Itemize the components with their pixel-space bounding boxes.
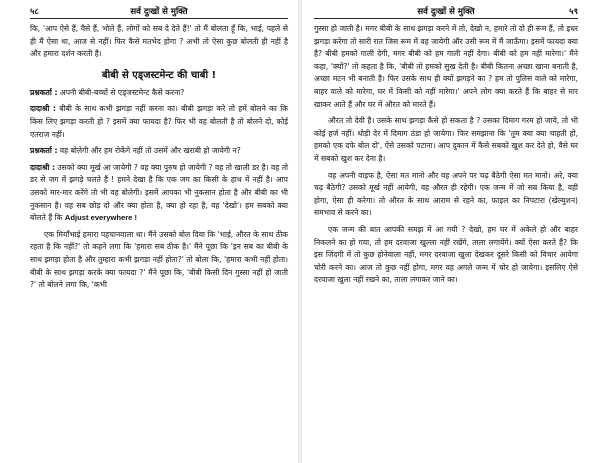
question-text: अपनी बीबी-बच्चों से एड्जस्टमेन्ट कैसे करना?	[59, 87, 185, 97]
right-page	[302, 0, 600, 463]
running-title: सर्व दुःखों से मुक्ति	[417, 7, 475, 17]
left-page	[0, 0, 298, 463]
paragraph-4: एक जन्म की बात आपकी समझ में आ गयी ? देखो, हम घर में अकेले हो और बाहर निकलने का हो गया, तो हम दरवाजा खुल्ला नहीं रखेंगे, ताला लगायेंगे। क्यों ऐसा करते हैं? कि इस जिंदगी में तो कुछ होनेवाला नहीं, मगर दरवाजा खुला देखकर दूसरे किसी को विचार आयेगा चोरी करने का। आज तो कुछ नहीं होगा, मगर वह अगले जन्म में चोर हो जायेगा। इसलिए ऐसे दरवाजा खुला नहीं रखने का, ताला लगाकर जाने का।	[314, 224, 578, 285]
page-number: ५८	[30, 7, 39, 17]
speaker-label: प्रश्नकर्ता :	[30, 146, 58, 156]
running-title: सर्व दुःखों से मुक्ति	[130, 7, 188, 17]
answer-text: उसको क्या मूर्ख आ जायेगी ? वह क्या पुरुष हो जायेगी ? वह तो खाली डर है। वह तो डर से जग में झगड़े चलते हैं ! हमने देखा है कि एक जग का किसी के हाथ में नहीं है। आप उसको मार-मार करेंगे तो भी वह बोलेगी। इसमें आपका भी नुकसान होता है और बीबी का भी नुकसान है। वह सब छोड़ दो और क्या होता है, क्या हो रहा है, वह 'देखो'। हम सबको क्या बोलते हैं कि	[30, 162, 288, 223]
answer-2	[30, 162, 288, 225]
question-text: वह बोलेगी और हम रोकेंगे नहीं तो उसमें और खराबी हो जायेगी न?	[59, 146, 241, 156]
page-number: ५९	[569, 7, 578, 17]
question-1	[30, 87, 288, 100]
answer-text: बीबी के साथ कभी झगड़ा नहीं करना का। बीबी झगड़ा करे तो हमें बोलने का कि किस लिए झगड़ा करती हो ? इसमें क्या फायदा है? फिर भी वह बोलती है तो बोलने दो, कोई एतराज नहीं।	[30, 104, 288, 139]
speaker-label: दादाश्री :	[30, 104, 56, 114]
english-phrase: Adjust everywhere !	[64, 213, 138, 223]
paragraph-intro: कि, 'आप ऐसे हैं, वैसे हैं, भोले हैं, लोगों को सब दे देते हैं!' तो मैं बोलता हूँ कि, भाई, पहले से ही मैं ऐसा था, आज से नहीं। फिर कैसे मतभेद होगा ? अभी तो ऐसा कुछ बोलती ही नहीं है और हमारा दर्शन करती है।	[30, 24, 288, 59]
question-2	[30, 145, 288, 158]
answer-1	[30, 103, 288, 141]
speaker-label: दादाश्री :	[30, 162, 56, 172]
section-heading: बीबी से एड्जस्टमेन्ट की चाबी !	[101, 69, 217, 81]
page-header	[30, 6, 288, 19]
page-header	[314, 6, 578, 19]
paragraph-2: औरत तो देवी है। उसके साथ झगड़ा कैसे हो सकता है ? उसका दिमाग गरम हो जाये, तो भी कोई हर्ज नहीं। थोड़ी देर में दिमाग ठंडा हो जायेगा। फिर समझाना कि 'तुम क्या क्या चाहती हो, हमको एक दफे बोल दो', ऐसे उसको पटाना। आप दुकान में कैसे सबको खुश कर देते हो, वैसे घर में सबको खुश कर देना है।	[314, 116, 578, 163]
speaker-label: प्रश्नकर्ता :	[30, 87, 58, 97]
paragraph-1: गुस्सा हो जाती है। मगर बीबी के साथ झगड़ा करने में तो, देखो न, हमारे तो दो ही रूम हैं, तो इधर झगड़ा करेगा तो सारी रात जिस रूम में वह जायेगी और उसी रूम में मैं जाऊँगा। इसमें फायदा क्या है? बीबी हमको गाली देगी, मगर बीबी को हम गाली नहीं देगा। बीबी को हम नहीं मारेगा।' मैंने कहा, 'क्यों?' तो कहता है कि, 'बीबी तो हमको सुख देती है। बीबी कितना अच्छा खाना बनाती है, अच्छा मटन भी बनाती है। फिर उसके साथ ही क्यों झगड़ने का ? हम तो पुलिस वाले को मारेगा, बाहर वाले को मारेगा, घर में किसी को नहीं मारेगा।' अपने लोग क्या करते हैं कि बाहर से मार खाकर आते हैं और घर में औरत को मारते हैं।	[314, 24, 578, 109]
paragraph-3: वह अपनी वाइफ है, ऐसा मत मानो और वह अपने पर चढ़ बैठेगी ऐसा मत मानो। अरे, क्या चढ़ बैठेगी? उसको मूर्ख नहीं आयेगी, वह औरत ही रहेगी। एक जन्म में जो सब किया है, वही होगा, ऐसा ही करेगा। तो औरत के साथ आराम से रहने का, फाइल का निपटारा (खेल्युशन) समभाव से करने का।	[314, 170, 578, 218]
paragraph-story: एक मियाँभाई हमारा पहचानवाला था। मैंने उसको बोल दिया कि 'भाई, औरत के साथ ठीक रहता है कि नहीं?' तो कहने लगा कि 'हमारा सब ठीक है।' मैंने पूछा कि 'इन सब का बीबी के साथ झगड़ा होता है और तुम्हारा कभी झगड़ा नहीं होता?' तो बोला कि, 'हमारा कभी नहीं होता। बीबी के साथ झगड़ा करके क्या फायदा ?' मैंने पूछा कि, 'बीबी किसी दिन गुस्सा नहीं हो जाती ?' तो बोलने लगा कि, 'कभी	[30, 229, 288, 290]
